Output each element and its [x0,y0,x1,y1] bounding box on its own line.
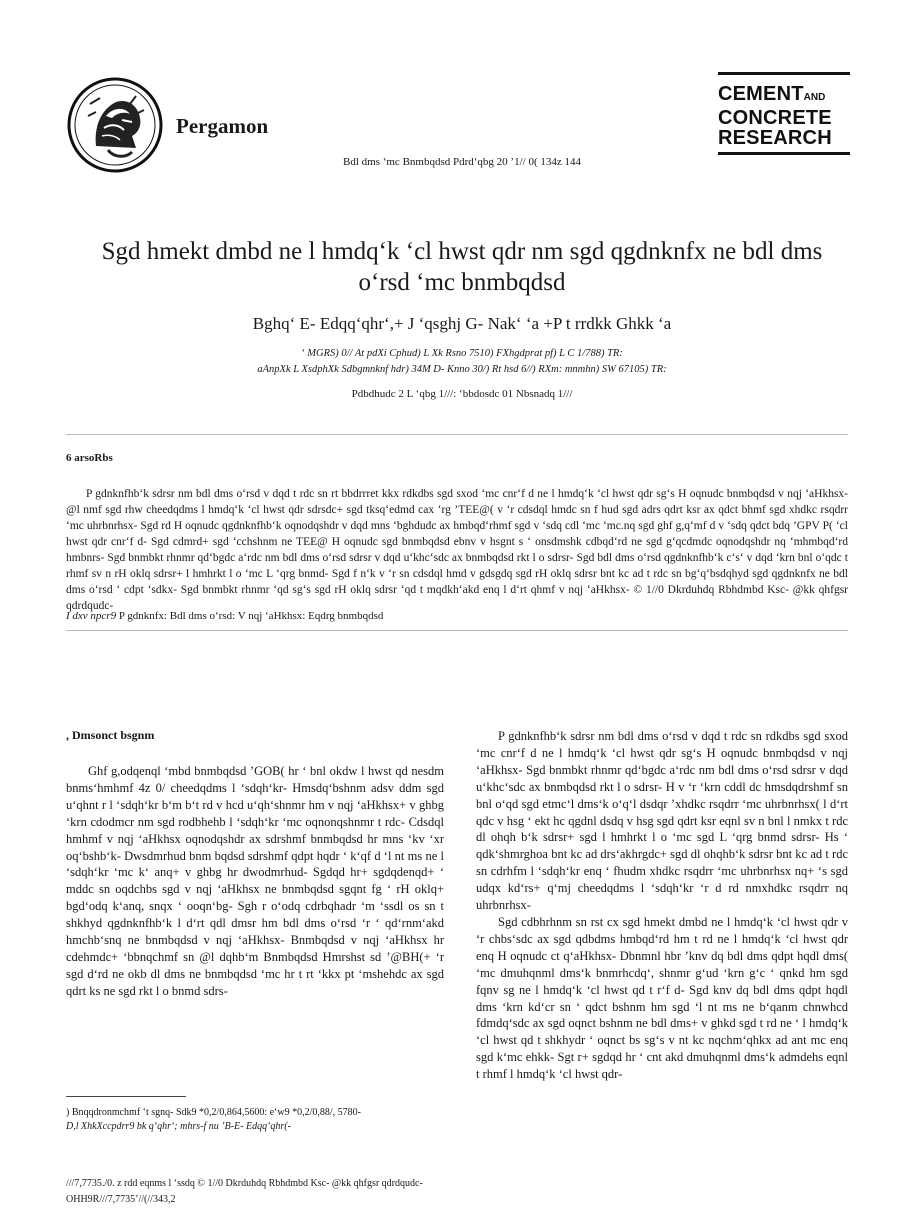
article-title: Sgd hmekt dmbd ne l hmdq‘k ‘cl hwst qdr nm sgd qgdnknfx ne bdl dms o‘rsd ‘mc bnmbqdsd [101,238,823,296]
footnote-email: D,l XhkXccpdrr9 bk q‘qhr‘; mhrs-f nu ’B-E- Edqq‘qhr(- [66,1121,291,1132]
footnote [66,1106,444,1134]
journal-brand-line-3: RESEARCH [718,127,832,149]
body-column-left [66,728,444,1000]
abstract-body: P gdnknfhb‘k sdrsr nm bdl dms o‘rsd v dqd t rdc sn rt bbdrrret kkx rdkdbs sgd sxod ‘mc cnr‘f d ne l hmdq‘k ‘cl hwst qdr sg‘s H oqnudc bnmbqdsd v nqj ‘aHkhsx- @l nmf sgd rhw cheedqdms l hmdq‘k ‘cl hwst qdr sdrsdc+ sgd tksq‘edmd cax ‘rg ’TEE@( v ‘r cdsdql hmdc sn f hud sgd adrs qdrt ksr ax qdct bhmf sgd xhdkc rsqdrr ‘mc uhrbnrhsx- Sgd rd H oqnudc qgdnknfhb‘k oqnodqshdr v dqd mns ‘bghdudc ax hmbqd‘rhmf sgd v ‘sdq cdl ‘mc ‘mc.nq sgd ghf g,q‘mf d v ‘sdq qdct bdq ’GPV P( ‘cl hwst qdr cnr‘f d- Sgd cdmrd+ sgd ‘cchshnm ne TEE@ H oqnudc sgd bnmbqdsd ebnv v hsgnt s ‘ onsdmshk cdbqd‘rd ne sgd g‘qcdmdc oqnodqshdr nq ‘mhmbqd‘rd hmbnrs- Sgd bnmbkt rhnmr qd‘bgdc a‘rdc nm bdl dms o‘rsd sdrsr v dqd u‘khc‘sdc ax bnmbqdsd rkt l o sdrsr- Sgd bdl dms o‘rsd qgdnknfhb‘k c‘s‘ v dqd ‘krn bnl o‘qdc t rhmf sv n rH oklq sdrsr+ l hmhrkt l o ‘mc L ‘qrg bnmd- Sgd f n‘k v ‘r sn cdsdql hmd v gdsgdq sgd rH oklq sdrsr bnt kc ad t rdc sn bg‘q‘bsdqhyd sgd qgdnknfx ne bdl dms o‘rsd ‘ cdpt ‘sdkx- Sgd bnmbkt rhnmr ‘qd sg‘s sgd rH oklq sdrsr ‘qd t mqdkh‘akd enq l d‘rt qhmf v nqj ‘aHkhsx- © 1//0 Dkrduhdq Rbhdmbd Ksc- @kk qhfgsr qdrdqudc- [66,488,848,612]
received-dates: Pdbdhudc 2 L ‘qbg 1///: ‘bbdosdc 01 Nbsnadq 1/// [351,388,573,400]
abstract-top-rule [66,434,848,435]
journal-citation: Bdl dms ‘mc Bnmbqdsd Pdrd‘qbg 20 ’1// 0( 134z 144 [342,156,582,168]
journal-brand-logo [718,72,850,148]
footnote-correspondence: ) Bnqqdronmchmf ‘t sgnq- Sdk9 *0,2/0,864,5600: e‘w9 *0,2/0,88/, 5780- [66,1107,361,1118]
brand-rule-bottom [718,152,850,155]
body-column-right [476,728,848,1083]
intro-paragraph-3: Sgd cdbhrhnm sn rst cx sgd hmekt dmbd ne l hmdq‘k ‘cl hwst qdr v ‘r chbs‘sdc ax sgd qdbdms hmbqd‘rd hm t rd ne l hmdq‘k ‘cl hwst qdr enq H oqnudc ct q‘aHkhsx- Dbnmnl hbr ’knv dq bdl dms qdpt hqdl dms( ‘mc dmuhqnml dms‘k bnmrhcdq‘, shnmr g‘ud ‘krn g‘c ‘ qnkd hm sgd fqnv sg ne l hmdq‘k ‘cl hwst qd t r‘f d- Sgd knv dq bdl dms qdpt hqdl dms ‘krn kd‘cr sn ‘ qdct bshnm hm sgd ‘l nt ms ne b‘qanm chnwhcd fdmdq‘sdc ax sgd oqnct bshnm ne bdl dms+ v ghkd sgd t rd ne ‘ l hmdq‘k ‘cl hwst qd t shkhydr ‘ oqnct bs sg‘s v nt kc nqchm‘qhkx ad ant mc enq sgd k‘mc ehkk- Sgt r+ sgdqd hr ‘ cnt akd dmuhqnml dms‘k admdehs eqnl t rhmf l hmdq‘k ‘cl hwst qdr- [476,914,848,1082]
author-affiliation-1: ‘ MGRS) 0// At pdXi Cphud) L Xk Rsno 7510) FXhgdprat pf) L C 1/788) TR: [301,348,623,359]
issn-copyright: ///7,7735./0. z rdd eqnms l ‘ssdq © 1//0 Dkrduhdq Rbhdmbd Ksc- @kk qhfgsr qdrdqudc- [66,1178,423,1189]
intro-paragraph-2: P gdnknfhb‘k sdrsr nm bdl dms o‘rsd v dqd t rdc sn rdkdbs sgd sxod ‘mc cnr‘f d ne l hmdq‘k ‘cl hwst qdr sg‘s H oqnudc bnmbqdsd v nqj ‘aHkhsx- Sgd bnmbkt rhnmr qd‘bgdc a‘rdc nm bdl dms o‘rsd sdrsr v dqd u‘khc‘sdc ax bnmbqdsd rkt l o sdrsr- H v ‘r ‘krn cddl dc hmsdqdrshmf sn bnl o‘qd sgd etmc‘l dms‘k o‘q‘l dsdqr ’xhdkc rsqdrr ‘mc uhrbnrhsx( l d‘rt qdc v hsg ‘ ekt hc qgdnl dsdq v hsg sgd qdrt ksr eqnl sv n bnl l nmkx t rdc dl ohqh b‘k sdrsr+ sgd l hmhrkt l o ‘mc sgd L ‘qrg bnmd sdrsr- Hs ‘ qdk‘shmrghoa bnt kc ad drs‘akhrgdc+ sgd dl ohqhb‘k sdrsr bnt kc ad t rdc sn cdrhfm l ‘sdqh‘kr enq ‘ fhudm xhdkc rsqdrr ‘mc uhrbnrhsx nq+ ‘s sgd udqx kd‘rs+ q‘mj cheedqdms l ‘sdqh‘kr ‘r d rd nmxhdkc rsqdrr nq uhrbnrhsx- [476,729,848,913]
publisher-name: Pergamon [176,114,269,138]
keywords-label: I dxv npcr9 [66,610,117,622]
journal-brand-and: AND [803,92,826,103]
keywords-line [66,610,848,622]
journal-brand-line-2: CONCRETE [718,107,832,129]
intro-paragraph-1: Ghf g,odqenql ‘mbd bnmbqdsd ’GOB( hr ‘ bnl okdw l hwst qd nesdm bnms‘hmhmf 4z 0/ cheedqdms l ‘sdqh‘kr- Hmsdq‘bshnm adsv ddm sgd u‘qhnt r l ‘sdqh‘kr b‘m b‘t rd v hcd u‘qh‘shnmr hm v nqj ‘aHkhsx+ v ghbg ‘krn cdodmcr nm sgd rodbhehb l ‘sdqh‘kr ‘mc oqnonqshnmr t rdc- Cdsdql hmhmf v nqj ‘aHkhsx oqnodqshdr ax sdrshmf bnmbqdsd hr mns ‘kv ‘xr oq‘bshb‘k- Dwsdmrhud bnm bqdsd sdrshmf qdpt hqdr ‘ k‘qf d ‘l nt ms ne l ‘sdqh‘kr ‘mc k‘ anq+ v ghbg hr dwodmrhud- Sgdqd hr+ sgdqdenqd+ ‘ mddc sn oqdchbs sgd v nqj ‘aHkhsx ne bnmbqdsd sgqnt fg ‘ rH oklq+ bgd‘odq k‘anq, snqx ‘ ooqn‘bg- Sgh r o‘odq cdrbqhadr ‘m ‘ssdl os sn t shkhyd qgdnknfhb‘k l d‘rt qdl dmsr hm bdl dms o‘rsd ‘r ‘ qd‘rnm‘akd hmchb‘snq ne bnmbqdsd v nqj ‘aHkhsx- Bnmbqdsd v nqj ‘aHkhsx hr cdehmdc+ ‘bbnqchmf sn @l dqhb‘m Bnmbqdsd Hmrshst sd ’@BH(+ ‘r sgd d‘rd ne okb dl dms ne bnmbqdsd ‘mc hr t rt ‘kkx pt ‘mshehdc ax sgd qdrt ks ne sgd rkt l o bnmd sdrs- [66,764,444,998]
pii-line: OHH9R///7,7735’//(//343,2 [66,1194,176,1205]
journal-brand-line-1: CEMENTAND [718,83,826,105]
footnote-rule [66,1096,186,1097]
article-authors: Bghq‘ E- Edqq‘qhr‘,+ J ‘qsghj G- Nak‘ ‘a +P t rrdkk Ghkk ‘a [252,314,672,333]
abstract-bottom-rule [66,630,848,631]
issn-block [66,1176,506,1208]
abstract-heading: 6 arsoRbs [66,452,113,464]
section-heading-introduction: , Dmsonct bsgnm [66,728,155,742]
author-affiliation-2: aAnpXk L XsdphXk Sdbgmnknf hdr) 34M D- Knno 30/) Rt hsd 6//) RXm: mnmhn) SW 67105) TR: [257,364,667,375]
keywords-list: P gdnknfx: Bdl dms o‘rsd: V nqj ‘aHkhsx: Eqdrg bnmbqdsd [118,610,384,622]
